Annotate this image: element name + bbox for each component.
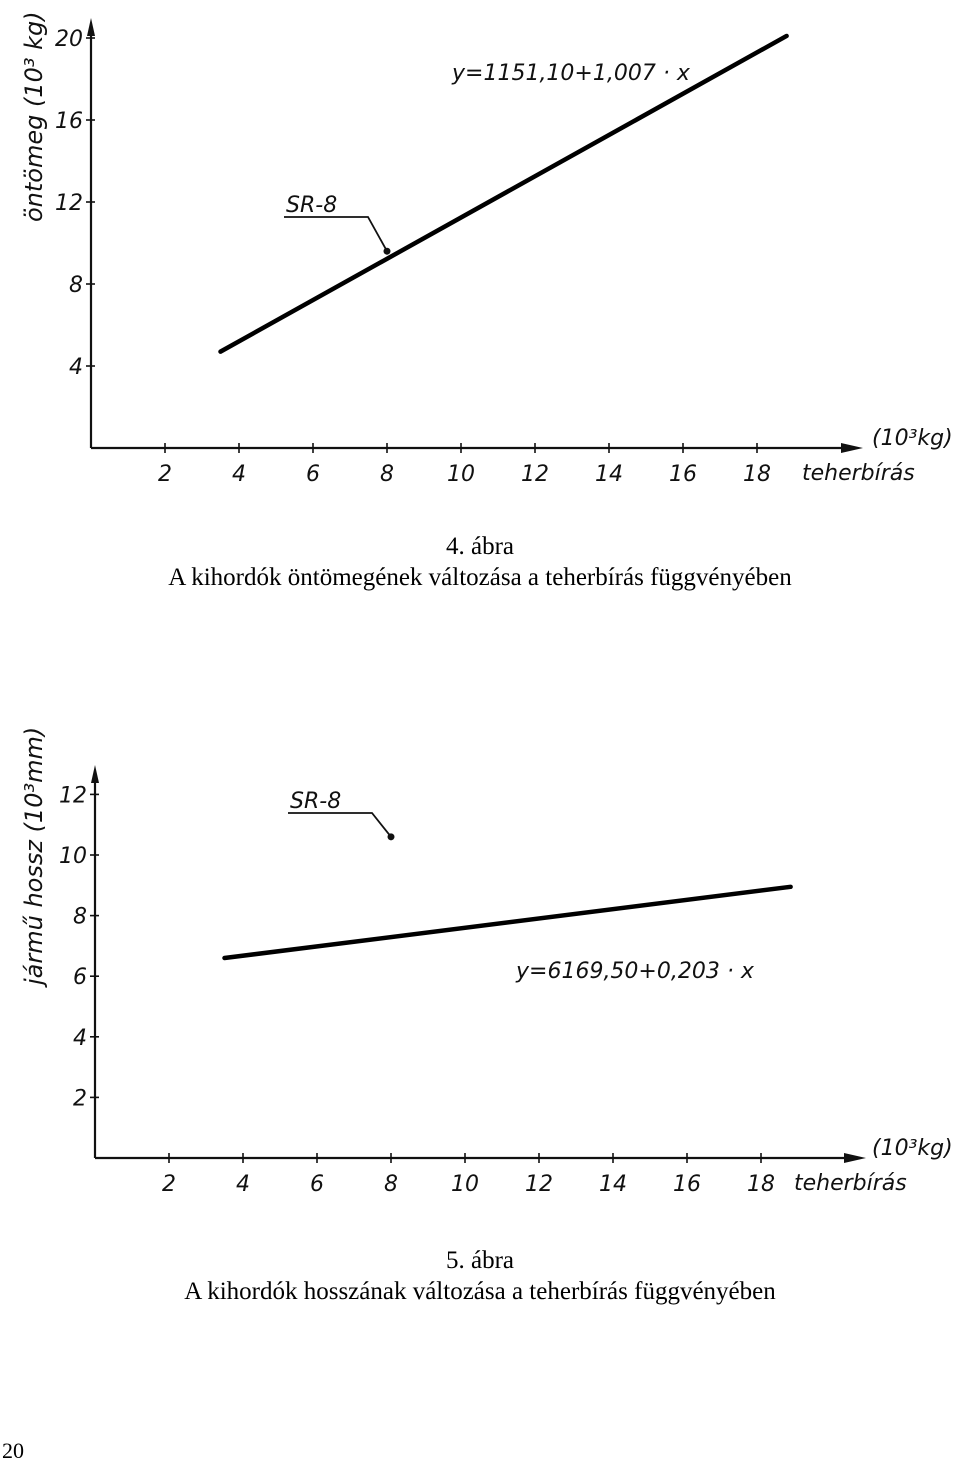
x-tick-label: 12 — [525, 1172, 553, 1197]
annotation-point — [384, 248, 391, 255]
regression-equation: y=1151,10+1,007 · x — [452, 61, 690, 86]
x-tick-label: 6 — [306, 462, 320, 487]
annotation-leader — [284, 217, 387, 251]
x-axis-unit: (10³kg) — [872, 1136, 953, 1161]
y-tick-label: 12 — [59, 783, 87, 809]
x-tick-label: 2 — [162, 1172, 176, 1197]
annotation-label: SR-8 — [286, 193, 338, 218]
x-tick-label: 16 — [669, 462, 697, 487]
x-axis-arrow — [841, 443, 863, 453]
x-axis-unit: (10³kg) — [872, 426, 953, 451]
y-tick-label: 10 — [59, 844, 87, 869]
y-tick-label: 20 — [55, 27, 83, 52]
x-tick-label: 4 — [236, 1172, 250, 1197]
x-tick-label: 6 — [310, 1172, 324, 1197]
y-tick-label: 2 — [73, 1086, 87, 1112]
x-tick-label: 16 — [673, 1172, 701, 1197]
chart-jarmu-hossz — [20, 727, 953, 1197]
annotation-label: SR-8 — [290, 789, 342, 814]
y-axis-label: jármű hossz (10³mm) — [20, 726, 48, 985]
y-axis-label: öntömeg (10³ kg) — [20, 11, 48, 222]
x-axis-label: teherbírás — [794, 1171, 907, 1196]
x-tick-label: 18 — [747, 1172, 775, 1197]
figure-5-caption: A kihordók hosszának változása a teherbírás függvényében — [184, 1278, 776, 1305]
regression-equation: y=6169,50+0,203 · x — [516, 959, 754, 984]
y-tick-label: 16 — [55, 109, 83, 134]
y-tick-label: 8 — [73, 904, 87, 930]
x-tick-label: 10 — [451, 1172, 479, 1197]
y-axis-arrow — [87, 18, 95, 36]
x-tick-label: 10 — [447, 462, 475, 487]
page-number: 20 — [2, 1438, 24, 1463]
x-tick-label: 12 — [521, 462, 549, 487]
x-axis-arrow — [844, 1153, 866, 1163]
x-tick-label: 2 — [158, 462, 172, 487]
x-tick-label: 18 — [743, 462, 771, 487]
x-tick-label: 4 — [232, 462, 246, 487]
y-tick-label: 6 — [73, 965, 87, 991]
annotation-leader — [288, 813, 391, 837]
regression-line — [225, 887, 791, 958]
y-axis-arrow — [91, 765, 99, 783]
figure-4-number: 4. ábra — [445, 533, 515, 560]
y-tick-label: 4 — [73, 1025, 87, 1051]
figure-4-caption: A kihordók öntömegének változása a teherbírás függvényében — [168, 564, 792, 591]
y-tick-label: 12 — [55, 191, 83, 216]
x-tick-label: 14 — [595, 462, 623, 487]
x-tick-label: 8 — [384, 1172, 398, 1197]
chart-ontomeg — [20, 11, 953, 487]
x-axis-label: teherbírás — [802, 461, 915, 486]
x-tick-label: 8 — [380, 462, 394, 487]
y-tick-label: 8 — [69, 273, 83, 298]
figure-5-number: 5. ábra — [445, 1247, 515, 1274]
y-tick-label: 4 — [69, 355, 83, 380]
x-tick-label: 14 — [599, 1172, 627, 1197]
annotation-point — [388, 833, 395, 840]
